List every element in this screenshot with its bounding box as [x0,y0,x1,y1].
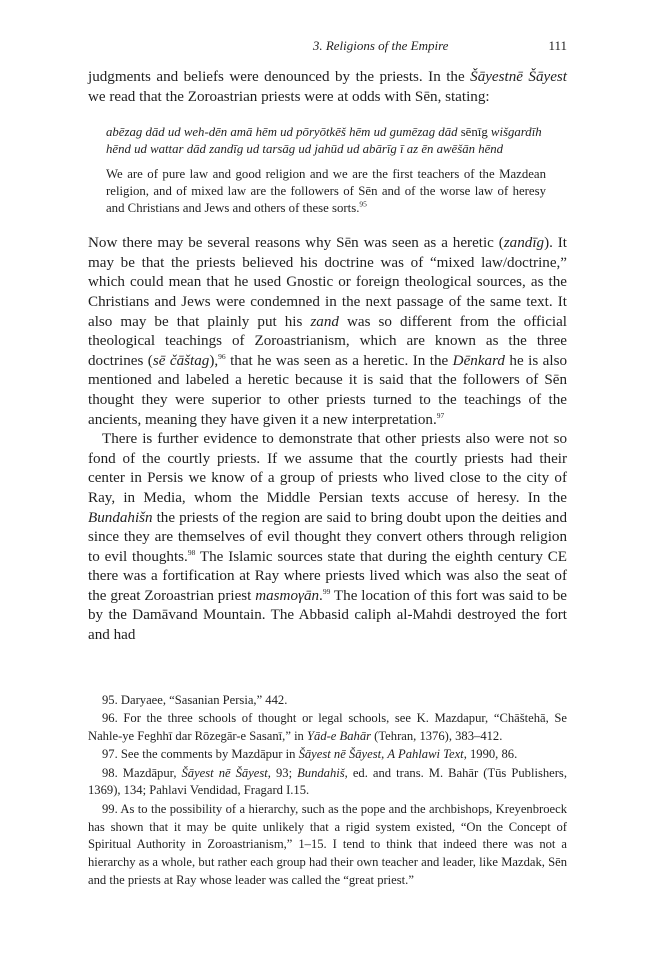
text-run: we read that the Zoroastrian priests were at odds with Sēn, stating: [88,88,490,105]
paragraph-2 [88,234,567,430]
text-run: The Islamic sources state that during the eighth century CE there was a fortification at Ray where priests lived which was also the seat of the great Zoroastrian priest [88,548,567,604]
italic-term: masmoγān [255,587,320,604]
page-number: 111 [548,38,567,53]
paragraph-1 [88,68,567,107]
italic-title: Yād-e Bahār [307,729,372,744]
text-run: ). It may be that the priests believed his doctrine was of “mixed law/doctrine,” which could mean that he used Gnostic or foreign theological sources, as the Christians and Jews were condemned in the next passage of the same text. It also may be that plainly put his [88,235,568,330]
text-run: . [319,587,323,604]
footnote-ref[interactable]: 99 [322,586,331,596]
block-quote [106,124,546,217]
text-run: Mazdāpur, [117,765,182,780]
italic-title: A Pahlawi Text [387,747,464,762]
text-run: abēzag dād ud weh-dēn amā hēm ud pōryōtkēš hēm ud gumēzag dād [106,125,461,140]
text-run: he is also mentioned and labeled a heretic because it is said that the followers of Sēn thought they were superior to other priests turned to the teachings of the ancients, meaning they have given it a new interpretation. [88,352,567,428]
footnote-number: 95. [102,693,118,707]
text-run: , ed. and trans. M. Bahār (Tūs Publishers, 1369), 134; Pahlavi Vendidad, Fragard I.15. [88,765,567,798]
text-run: Now there may be several reasons why Sēn was seen as a heretic ( [88,235,504,252]
text-run: As to the possibility of a hierarchy, such as the pope and the archbishops, Kreyenbroeck has shown that it may be quite unlikely that a rigid system existed, “On the Concept of Spiritual Authority in Zoroastrianism,” 1–15. I tend to think that indeed there was not a hierarchy as a whole, but rather each group had their own teacher and leader, like Mazdak, Sēn and the priests at Ray whose leader was called the “great priest.” [88,801,567,887]
text-run: See the comments by Mazdāpur in [117,747,299,762]
text-run: For the three schools of thought or legal schools, see K. Mazdapur, “Chāštehā, Se Nahle-ye Feghhī dar Rōzegār-e Sasanī,” in [88,711,567,744]
text-run: , [381,747,388,762]
italic-title: Šāyest nē Šāyest [298,747,382,762]
italic-title: Bundahišn [88,509,153,526]
italic-title: Dēnkard [452,352,505,369]
text-run: judgments and beliefs were denounced by the priests. In the [88,69,471,85]
text-run: sēnīg [460,125,488,140]
italic-title: Bundahiš [297,765,345,780]
italic-title: Šāyestnē Šāyest [470,69,567,85]
running-title: 3. Religions of the Empire [312,38,449,53]
page-body [88,38,567,646]
footnote-ref[interactable]: 95 [359,199,367,209]
quote-transliteration [106,124,546,158]
footnote-96 [88,710,567,746]
running-header [88,38,567,68]
footnote-number: 96. [102,711,118,726]
text-run: that he was seen as a heretic. In the [225,352,453,369]
footnote-95 [88,692,567,710]
text-run: ), [209,352,219,369]
italic-term: zandīg [503,235,545,252]
footnote-ref[interactable]: 97 [436,410,445,420]
footnote-97 [88,746,567,764]
text-run: the priests of the region are said to bring doubt upon the deities and since they are themselves of evil thought they convert others through religion to evil thoughts. [88,509,567,565]
quote-translation [106,166,546,217]
footnotes [88,692,567,890]
text-run: (Tehran, 1376), 383–412. [371,729,503,744]
text-run: We are of pure law and good religion and we are the first teachers of the Mazdean religion, and of mixed law are the followers of Sēn and of the worse law of heresy and Christians and Jews and others of these sorts. [106,167,546,216]
footnote-number: 97. [102,747,118,762]
text-run: was so different from the official theological teachings of Zoroastrianism, which are known as the three doctrines ( [88,313,567,369]
italic-term: sē čāštag [152,352,210,369]
paragraph-3 [88,430,567,646]
text-run: wišgardīh hēnd ud wattar dād zandīg ud tarsāg ud jahūd ud abārīg ī az ēn awēšān hēnd [106,125,542,157]
text-run: , 93; [267,765,298,780]
text-run: , 1990, 86. [463,747,518,762]
footnote-98 [88,765,567,801]
footnote-number: 99. [102,801,118,816]
footnote-number: 98. [102,765,118,780]
text-run: There is further evidence to demonstrate that other priests also were not so fond of the courtly priests. If we assume that the courtly priests had their center in Persis we know of a group of priests who lived close to the city of Ray, in Media, whom the Middle Persian texts accuse of heresy. In the [88,431,567,506]
text-run: Daryaee, “Sasanian Persia,” 442. [117,693,288,707]
italic-title: Šāyest nē Šāyest [181,765,268,780]
text-run: The location of this fort was said to be by the Damāvand Mountain. The Abbasid caliph al-Mahdi destroyed the fort and had [88,587,567,644]
footnote-99 [88,801,567,890]
footnote-ref[interactable]: 96 [218,351,226,361]
footnote-ref[interactable]: 98 [187,547,196,557]
italic-term: zand [310,313,339,330]
